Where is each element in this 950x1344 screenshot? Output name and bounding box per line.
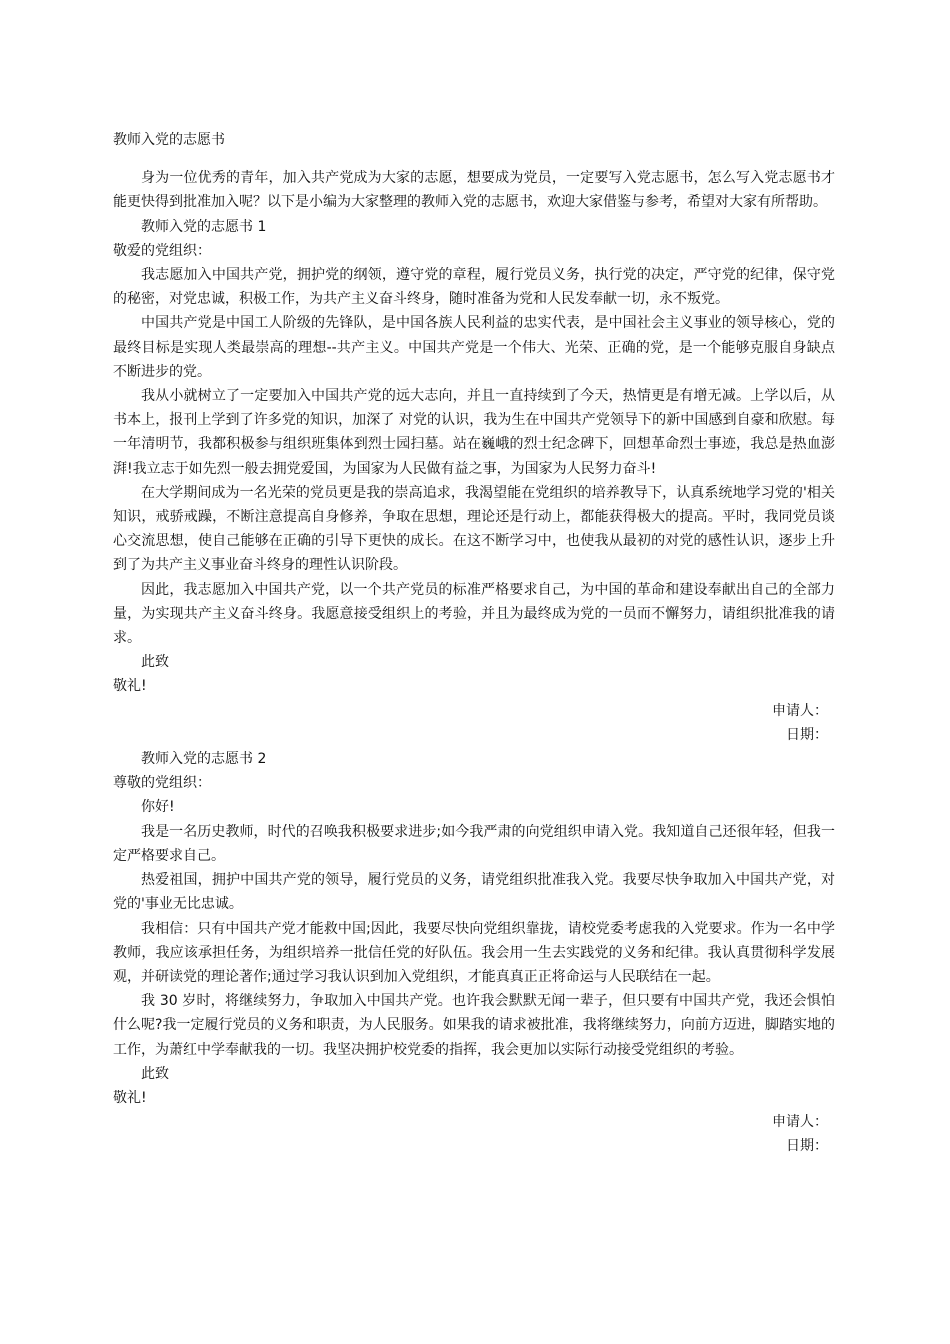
letter2-salutation: 尊敬的党组织： [113,775,211,792]
letter2-paragraph: 我是一名历史教师，时代的召唤我积极要求进步;如今我严肃的向党组织申请入党。我知道自己还很年轻，但我一定严格要求自己。 [113,823,835,864]
letter2-salute: 敬礼! [113,1089,147,1106]
letter2-heading: 教师入党的志愿书 2 [141,751,267,768]
letter2-paragraph: 热爱祖国，拥护中国共产党的领导，履行党员的义务，请党组织批准我入党。我要尽快争取加入中国共产党，对党的'事业无比忠诚。 [113,872,835,913]
letter1-applicant-field: 申请人： [772,702,828,719]
letter2-greeting: 你好! [141,799,175,816]
letter2-date-field: 日期： [786,1138,828,1155]
letter1-paragraph: 因此，我志愿加入中国共产党，以一个共产党员的标准严格要求自己，为中国的革命和建设奉献出自己的全部力量，为实现共产主义奋斗终身。我愿意接受组织上的考验，并且为最终成为党的一员而不懈努力，请组织批准我的请求。 [113,581,835,647]
letter1-salutation: 敬爱的党组织： [113,242,211,259]
letter1-heading: 教师入党的志愿书 1 [141,218,267,235]
letter1-paragraph: 我从小就树立了一定要加入中国共产党的远大志向，并且一直持续到了今天，热情更是有增无减。上学以后，从书本上，报刊上学到了许多党的知识，加深了 对党的认识，我为生在中国共产党领导下的新中国感到自豪和欣慰。每一年清明节，我都积极参与组织班集体到烈士园扫墓。站在巍峨的烈士纪念碑下，回想革命烈士事迹，我总是热血澎湃!我立志于如先烈一般去拥党爱国，为国家为人民做有益之事，为国家为人民努力奋斗! [113,388,835,477]
letter1-paragraph: 我志愿加入中国共产党，拥护党的纲领，遵守党的章程，履行党员义务，执行党的决定，严守党的纪律，保守党的秘密，对党忠诚，积极工作，为共产主义奋斗终身，随时准备为党和人民发奉献一切，永不叛党。 [113,267,835,308]
document-page [113,114,835,1159]
letter2-applicant-field: 申请人： [772,1114,828,1131]
letter2-paragraph: 我 30 岁时，将继续努力，争取加入中国共产党。也许我会默默无闻一辈子，但只要有中国共产党，我还会惧怕什么呢?我一定履行党员的义务和职责，为人民服务。如果我的请求被批准，我将继续努力，向前方迈进，脚踏实地的工作，为萧红中学奉献我的一切。我坚决拥护校党委的指挥，我会更加以实际行动接受党组织的考验。 [113,993,835,1058]
letter1-paragraph: 中国共产党是中国工人阶级的先锋队，是中国各族人民利益的忠实代表，是中国社会主义事业的领导核心，党的最终目标是实现人类最崇高的理想--共产主义。中国共产党是一个伟大、光荣、正确的党，是一个能够克服自身缺点不断进步的党。 [113,315,835,380]
letter2-paragraph: 我相信：只有中国共产党才能救中国;因此，我要尽快向党组织靠拢，请校党委考虑我的入党要求。作为一名中学教师，我应该承担任务，为组织培养一批信任党的好队伍。我会用一生去实践党的义务和纪律。我认真贯彻科学发展观，并研读党的理论著作;通过学习我认识到加入党组织，才能真真正正将命运与人民联结在一起。 [113,920,835,985]
intro-paragraph: 身为一位优秀的青年，加入共产党成为大家的志愿，想要成为党员，一定要写入党志愿书，怎么写入党志愿书才能更快得到批准加入呢？以下是小编为大家整理的教师入党的志愿书，欢迎大家借鉴与参考，希望对大家有所帮助。 [113,170,835,211]
letter1-date-field: 日期： [786,726,828,743]
document-title: 教师入党的志愿书 [113,132,225,148]
letter1-salute: 敬礼! [113,678,147,695]
letter1-closing: 此致 [141,654,169,671]
letter2-closing: 此致 [141,1065,169,1082]
letter1-paragraph: 在大学期间成为一名光荣的党员更是我的崇高追求，我渴望能在党组织的培养教导下，认真系统地学习党的'相关知识，戒骄戒躁，不断注意提高自身修养，争取在思想，理论还是行动上，都能获得极大的提高。平时，我同党员谈心交流思想，使自己能够在正确的引导下更快的成长。在这不断学习中，也使我从最初的对党的感性认识，逐步上升到了为共产主义事业奋斗终身的理性认识阶段。 [113,484,835,574]
